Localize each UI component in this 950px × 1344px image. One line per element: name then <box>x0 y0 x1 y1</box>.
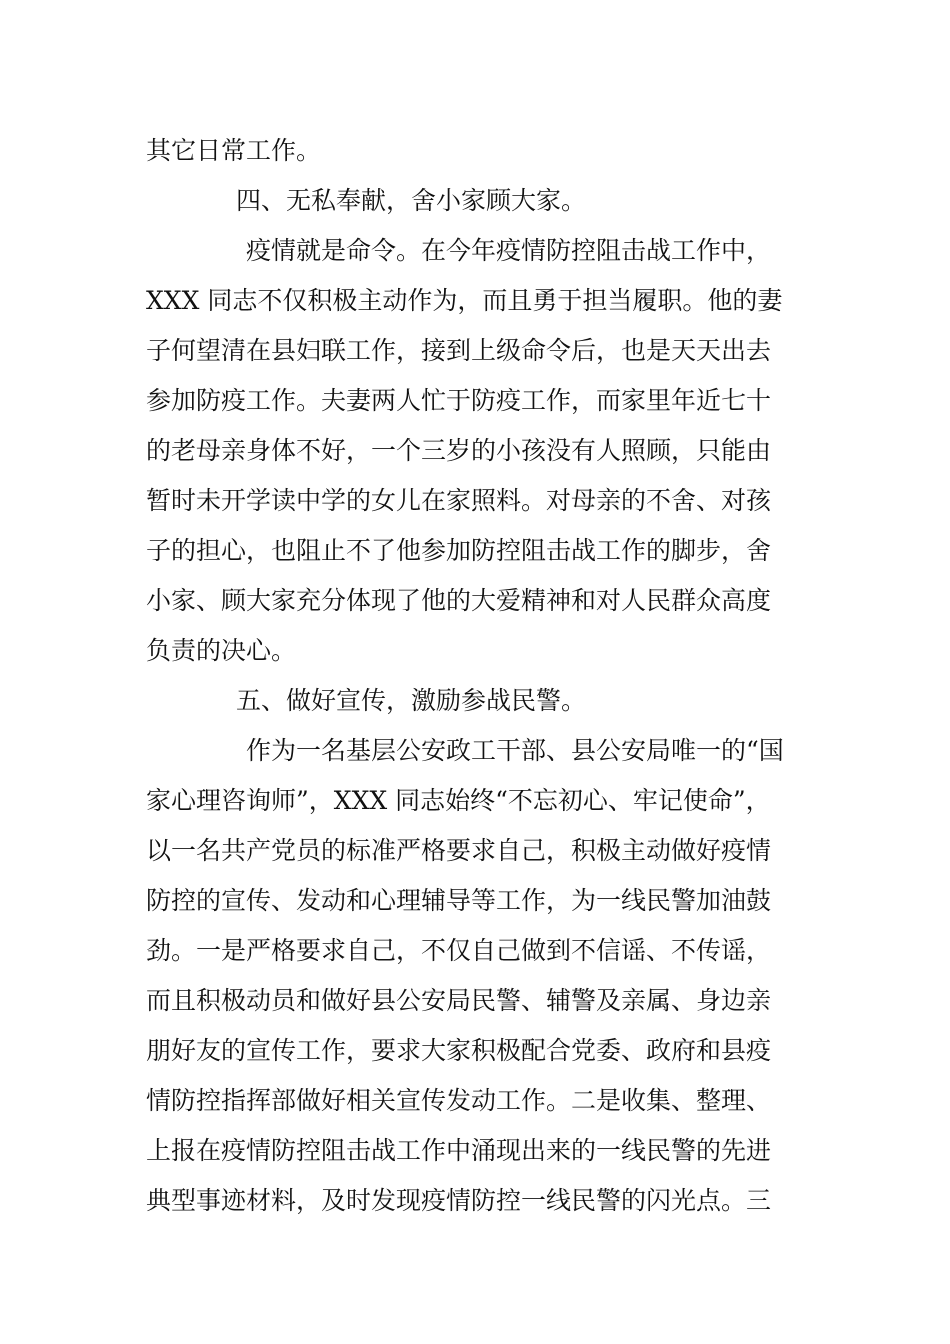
text-line: 暂时未开学读中学的女儿在家照料。对母亲的不舍、对孩 <box>146 486 772 515</box>
text-line: 防控的宣传、发动和心理辅导等工作，为一线民警加油鼓 <box>146 886 772 915</box>
section-heading: 五、做好宣传，激励参战民警。 <box>236 686 587 715</box>
text-line: 疫情就是命令。在今年疫情防控阻击战工作中， <box>246 236 772 265</box>
text-line: 负责的决心。 <box>146 636 297 665</box>
text-line: 情防控指挥部做好相关宣传发动工作。二是收集、整理、 <box>146 1086 772 1115</box>
text-line: 小家、顾大家充分体现了他的大爱精神和对人民群众高度 <box>146 586 772 615</box>
text-line: 参加防疫工作。夫妻两人忙于防疫工作，而家里年近七十 <box>146 386 772 415</box>
text-line: 的老母亲身体不好，一个三岁的小孩没有人照顾，只能由 <box>146 436 772 465</box>
text-line: 上报在疫情防控阻击战工作中涌现出来的一线民警的先进 <box>146 1136 772 1165</box>
text-line: 而且积极动员和做好县公安局民警、辅警及亲属、身边亲 <box>146 986 772 1015</box>
text-line: 朋好友的宣传工作，要求大家积极配合党委、政府和县疫 <box>146 1036 772 1065</box>
text-line: 劲。一是严格要求自己，不仅自己做到不信谣、不传谣， <box>146 936 772 965</box>
text-line: XXX 同志不仅积极主动作为，而且勇于担当履职。他的妻 <box>146 286 783 315</box>
section-heading: 四、无私奉献，舍小家顾大家。 <box>236 186 587 215</box>
text-line: 家心理咨询师”，XXX 同志始终“不忘初心、牢记使命”， <box>146 786 771 815</box>
text-line: 作为一名基层公安政工干部、县公安局唯一的“国 <box>246 736 784 765</box>
text-line: 典型事迹材料，及时发现疫情防控一线民警的闪光点。三 <box>146 1186 772 1215</box>
text-line: 子何望清在县妇联工作，接到上级命令后，也是天天出去 <box>146 336 772 365</box>
text-line: 以一名共产党员的标准严格要求自己，积极主动做好疫情 <box>146 836 772 865</box>
text-line: 子的担心，也阻止不了他参加防控阻击战工作的脚步，舍 <box>146 536 772 565</box>
text-line: 其它日常工作。 <box>146 136 322 165</box>
